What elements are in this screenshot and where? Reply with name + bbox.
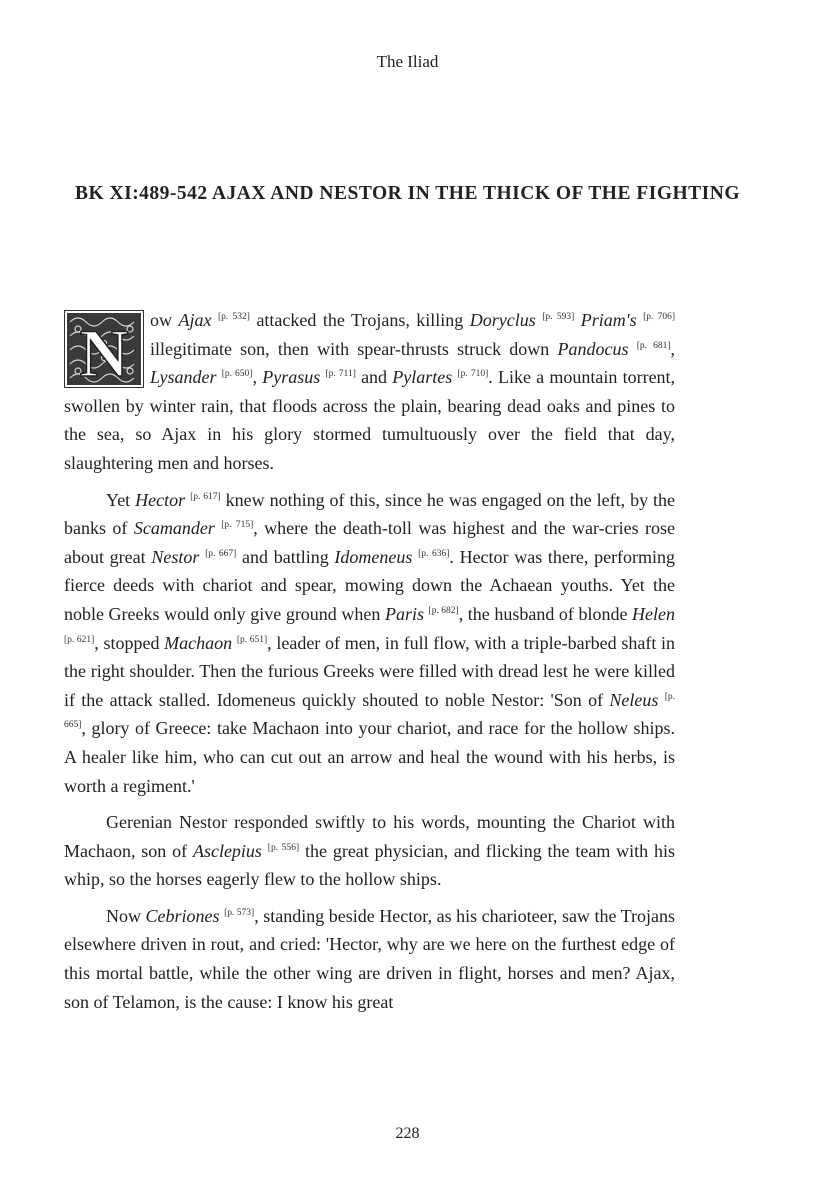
page-ref[interactable]: [p. 665]: [64, 691, 675, 731]
page-ref[interactable]: [p. 682]: [428, 605, 459, 616]
page-ref[interactable]: [p. 681]: [636, 340, 671, 351]
name-link[interactable]: Hector: [135, 489, 186, 510]
dropcap-letter: N: [79, 315, 129, 388]
text-run: Now: [106, 905, 146, 926]
text-run: ,: [252, 367, 263, 388]
name-link[interactable]: Lysander: [150, 367, 217, 388]
page-ref[interactable]: [p. 667]: [205, 548, 237, 559]
name-link[interactable]: Scamander: [133, 518, 215, 539]
page-ref[interactable]: [p. 706]: [643, 312, 676, 322]
body-text: [64, 306, 675, 1024]
name-link[interactable]: Priam's: [580, 310, 637, 330]
name-link[interactable]: Pandocus: [557, 338, 629, 359]
name-link[interactable]: Cebriones: [145, 905, 220, 926]
name-link[interactable]: Paris: [384, 603, 424, 624]
name-link[interactable]: Nestor: [151, 546, 200, 567]
page-ref[interactable]: [p. 556]: [267, 842, 300, 853]
page-ref[interactable]: [p. 651]: [236, 634, 268, 645]
page-ref[interactable]: [p. 532]: [217, 312, 250, 322]
text-run: , the husband of blonde: [458, 603, 633, 624]
text-run: , stopped: [94, 632, 165, 653]
text-run: , where the death-toll was highest and the war-cries rose about great: [64, 518, 675, 567]
text-run: , glory of Greece: take Machaon into your chariot, and race for the hollow ships. A healer like him, who can cut out an arrow and heal the wound with his herbs, is worth a regiment.': [64, 718, 675, 796]
text-run: and battling: [236, 546, 335, 567]
name-link[interactable]: Neleus: [609, 689, 659, 710]
paragraph: [64, 902, 675, 1016]
page-ref[interactable]: [p. 617]: [190, 491, 221, 502]
paragraph: [64, 486, 675, 801]
text-run: illegitimate son, then with spear-thrusts struck down: [150, 338, 558, 359]
page-ref[interactable]: [p. 621]: [64, 634, 95, 645]
chapter-title: BK XI:489-542 AJAX AND NESTOR IN THE THICK OF THE FIGHTING: [74, 183, 741, 204]
name-link[interactable]: Asclepius: [192, 840, 262, 861]
name-link[interactable]: Pylartes: [392, 367, 453, 388]
ornamental-dropcap-icon: [64, 310, 144, 388]
text-run: . Like a mountain torrent, swollen by winter rain, that floods across the plain, bearing dead oaks and pines to the sea, so Ajax in his glory stormed tumultuously over the field that day, slaughtering men and horses.: [64, 367, 676, 473]
paragraph: [64, 808, 675, 894]
name-link[interactable]: Machaon: [164, 632, 233, 653]
text-run: , leader of men, in full flow, with a triple-barbed shaft in the right shoulder. Then the furious Greeks were filled with dread lest he were killed if the attack stalled. Idomeneus quickly shouted to noble Nestor: 'Son of: [64, 632, 676, 710]
name-link[interactable]: Pyrasus: [262, 367, 321, 388]
running-head: The Iliad: [376, 52, 439, 71]
page-ref[interactable]: [p. 711]: [325, 369, 356, 380]
text-run: knew nothing of this, since he was engaged on the left, by the banks of: [64, 489, 676, 539]
name-link[interactable]: Ajax: [178, 310, 212, 330]
text-run: attacked the Trojans, killing: [249, 310, 470, 330]
name-link[interactable]: Helen: [632, 603, 676, 624]
text-run: Yet: [106, 489, 136, 510]
page-ref[interactable]: [p. 593]: [542, 312, 575, 322]
page-ref[interactable]: [p. 710]: [457, 369, 489, 380]
text-run: ,: [670, 338, 676, 359]
page-number: 228: [395, 1125, 420, 1142]
page-ref[interactable]: [p. 650]: [221, 369, 253, 380]
paragraph: [64, 306, 675, 478]
name-link[interactable]: Idomeneus: [334, 546, 413, 567]
page-ref[interactable]: [p. 636]: [418, 548, 450, 559]
text-run: , standing beside Hector, as his charioteer, saw the Trojans elsewhere driven in rout, and cried: 'Hector, why are we here on the furthest edge of this mortal battle, while the other wing are driven in flight, horses and men? Ajax, son of Telamon, is the cause: I know his great: [64, 905, 676, 1012]
text-run: and: [355, 367, 393, 388]
text-run: ow: [150, 310, 179, 330]
page-ref[interactable]: [p. 715]: [221, 520, 254, 531]
text-run: . Hector was there, performing fierce deeds with chariot and spear, mowing down the Achaean youths. Yet the noble Greeks would only give ground when: [64, 546, 676, 624]
name-link[interactable]: Doryclus: [469, 310, 536, 330]
text-run: the great physician, and flicking the team with his whip, so the horses eagerly flew to the hollow ships.: [64, 840, 676, 890]
page-ref[interactable]: [p. 573]: [224, 907, 255, 918]
text-run: Gerenian Nestor responded swiftly to his words, mounting the Chariot with Machaon, son of: [64, 812, 675, 861]
